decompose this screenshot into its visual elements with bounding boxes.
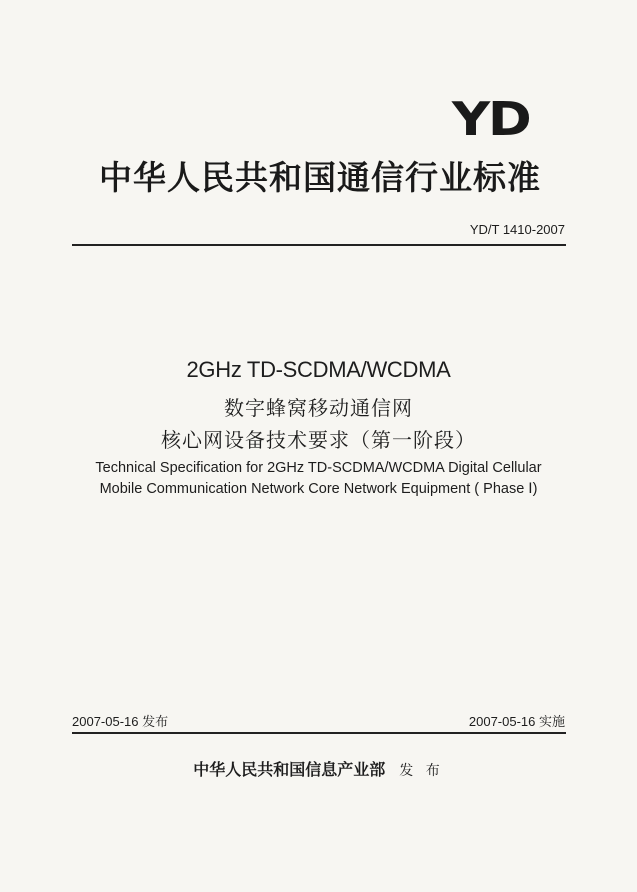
implementation-date: 2007-05-16 实施 xyxy=(468,714,565,729)
document-title-cn-line2: 核心网设备技术要求（第一阶段） xyxy=(161,428,476,452)
publisher-suffix: 发 布 xyxy=(399,763,444,779)
yd-logo: YD xyxy=(451,92,529,146)
standard-number: YD/T 1410-2007 xyxy=(469,222,565,237)
document-subtitle-en-line2: Mobile Communication Network Core Network Equipment ( Phase Ⅰ) xyxy=(99,481,538,497)
document-title-en: 2GHz TD-SCDMA/WCDMA xyxy=(186,357,451,382)
issue-date: 2007-05-16 发布 xyxy=(72,714,169,729)
standard-category-title: 中华人民共和国通信行业标准 xyxy=(99,158,541,197)
document-subtitle-en-line1: Technical Specification for 2GHz TD-SCDMA/WCDMA Digital Cellular xyxy=(95,460,542,476)
document-title-cn-line1: 数字蜂窝移动通信网 xyxy=(224,396,413,420)
bottom-divider xyxy=(72,732,566,734)
publisher-line xyxy=(0,757,637,780)
publisher-name: 中华人民共和国信息产业部 xyxy=(193,760,386,779)
top-divider xyxy=(72,244,566,246)
